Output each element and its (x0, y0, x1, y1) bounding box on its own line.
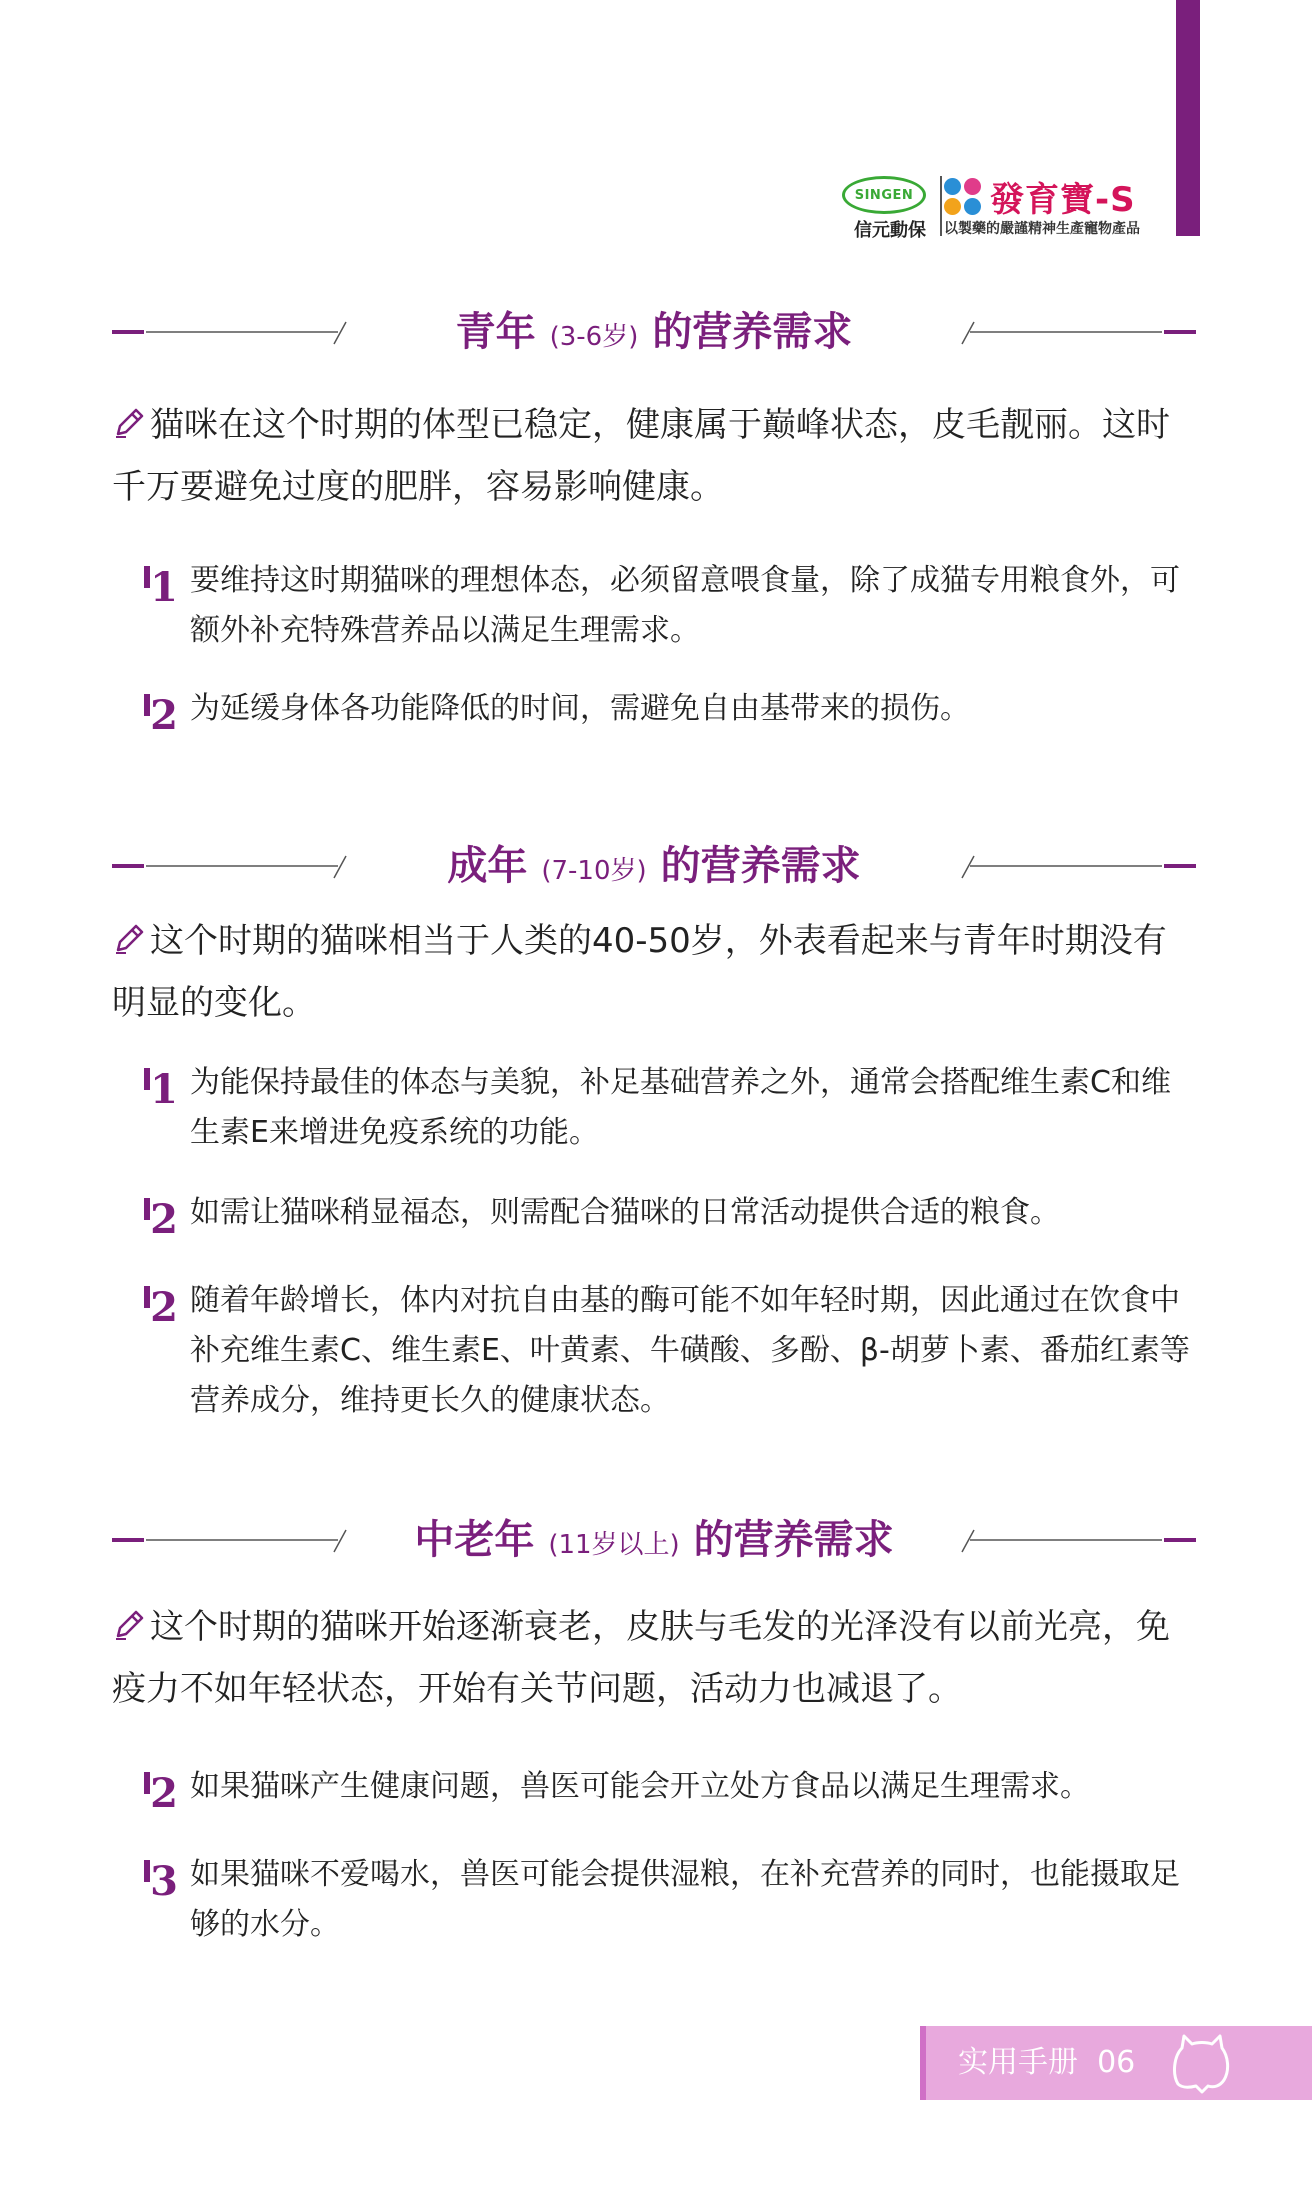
list-item (150, 690, 1200, 790)
item-text: 随着年龄增长，体内对抗自由基的酶可能不如年轻时期，因此通过在饮食中补充维生素C、维生素E、叶黄素、牛磺酸、多酚、β-胡萝卜素、番茄红素等营养成分，维持更长久的健康状态。 (190, 1283, 1190, 1418)
item-number: 2 (150, 1196, 178, 1243)
pencil-icon (112, 922, 146, 956)
singen-logo-mark: SINGEN (842, 176, 926, 214)
section-title: 青年 (3-6岁) 的营养需求 (455, 309, 853, 355)
product-logo (944, 172, 1164, 242)
section-intro: 这个时期的猫咪相当于人类的40-50岁，外表看起来与青年时期没有明显的变化。 (112, 921, 1167, 1023)
item-number: 2 (150, 692, 178, 739)
footer-label: 实用手册 06 (958, 2045, 1136, 2080)
item-text: 为能保持最佳的体态与美貌，补足基础营养之外，通常会搭配维生素C和维生素E来增进免疫系统的功能。 (190, 1065, 1171, 1150)
section-heading-senior (112, 1510, 1196, 1570)
list-item (150, 1282, 1200, 1418)
cat-silhouette-icon (1168, 2030, 1234, 2094)
heading-divider-right (960, 1522, 1196, 1558)
item-text: 如需让猫咪稍显福态，则需配合猫咪的日常活动提供合适的粮食。 (190, 1195, 1060, 1230)
page-number: 06 (1097, 2045, 1136, 2080)
list-item (150, 1064, 1200, 1164)
pencil-icon (112, 406, 146, 440)
singen-company-name: 信元動保 (854, 220, 926, 241)
item-number: 3 (150, 1858, 178, 1905)
list-item (150, 562, 1200, 662)
pencil-icon (112, 1608, 146, 1642)
list-item (150, 1856, 1200, 1956)
item-text: 为延缓身体各功能降低的时间，需避免自由基带来的损伤。 (190, 691, 970, 726)
heading-divider-right (960, 848, 1196, 884)
item-text: 如果猫咪产生健康问题，兽医可能会开立处方食品以满足生理需求。 (190, 1769, 1090, 1804)
section-heading-adult (112, 836, 1196, 896)
item-text: 要维持这时期猫咪的理想体态，必须留意喂食量，除了成猫专用粮食外，可额外补充特殊营养品以满足生理需求。 (190, 563, 1180, 648)
section-intro: 猫咪在这个时期的体型已稳定，健康属于巅峰状态，皮毛靓丽。这时千万要避免过度的肥胖，容易影响健康。 (112, 405, 1170, 507)
section-title: 中老年 (11岁以上) 的营养需求 (414, 1517, 894, 1563)
footer-accent (920, 2026, 926, 2100)
product-tagline: 以製藥的嚴謹精神生產寵物產品 (944, 221, 1140, 237)
logo-divider (940, 176, 942, 236)
item-number: 1 (150, 564, 178, 611)
section-title: 成年 (7-10岁) 的营养需求 (447, 843, 861, 889)
section-heading-youth (112, 302, 1196, 362)
item-number: 2 (150, 1770, 178, 1817)
item-number: 1 (150, 1066, 178, 1113)
product-name: 發育寶-S (990, 180, 1136, 220)
section-intro: 这个时期的猫咪开始逐渐衰老，皮肤与毛发的光泽没有以前光亮，免疫力不如年轻状态，开始有关节问题，活动力也减退了。 (112, 1607, 1170, 1709)
singen-logo (842, 176, 930, 242)
product-logo-icon (944, 178, 986, 218)
item-text: 如果猫咪不爱喝水，兽医可能会提供湿粮，在补充营养的同时，也能摄取足够的水分。 (190, 1857, 1180, 1942)
item-number: 2 (150, 1284, 178, 1331)
top-accent-bar (1176, 0, 1200, 236)
heading-divider-right (960, 314, 1196, 350)
